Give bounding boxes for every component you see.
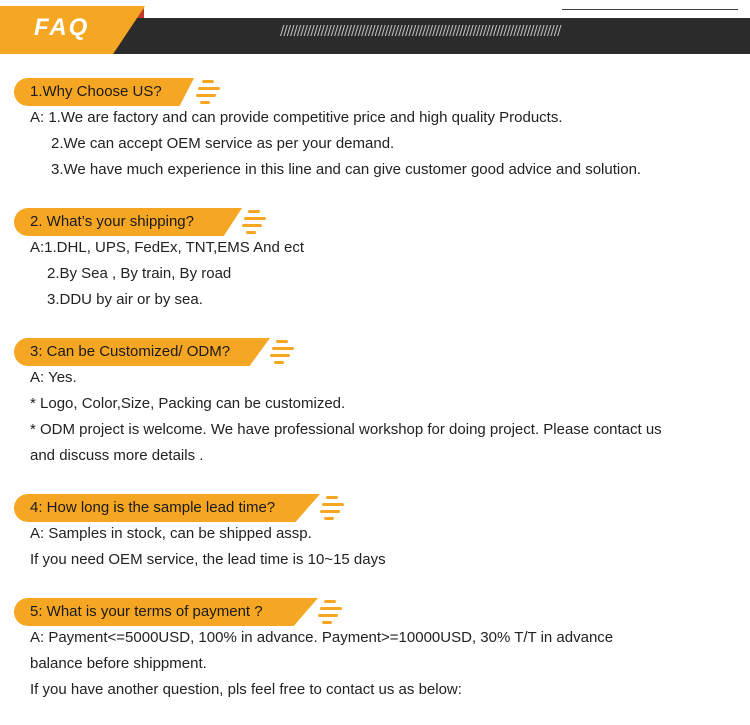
- speed-lines-icon: [270, 338, 310, 366]
- answer-line: If you have another question, pls feel free to contact us as below:: [30, 681, 462, 698]
- answer-line: * Logo, Color,Size, Packing can be customized.: [30, 395, 346, 412]
- header-stripes: ///////////////////////////////////////////////////////////////////////////////////: [280, 24, 561, 39]
- question-text: 2. What’s your shipping?: [30, 213, 194, 230]
- speed-lines-icon: [320, 494, 360, 522]
- question-badge: [14, 598, 354, 626]
- faq-title: FAQ: [34, 14, 90, 41]
- answer-line: If you need OEM service, the lead time is 10~15 days: [30, 551, 386, 568]
- answer-line: A: Samples in stock, can be shipped assp.: [30, 525, 312, 542]
- speed-lines-icon: [318, 598, 358, 626]
- answer-line: A: 1.We are factory and can provide competitive price and high quality Products.: [30, 109, 563, 126]
- question-badge: [14, 208, 274, 236]
- question-badge: [14, 78, 224, 106]
- faq-title-tab: [0, 6, 145, 54]
- question-text: 4: How long is the sample lead time?: [30, 499, 276, 516]
- speed-lines-icon: [242, 208, 282, 236]
- answer-line: 3.DDU by air or by sea.: [47, 291, 203, 308]
- answer-line: 2.By Sea , By train, By road: [47, 265, 232, 282]
- speed-lines-icon: [196, 78, 236, 106]
- header-top-line: [562, 9, 738, 10]
- answer-line: A:1.DHL, UPS, FedEx, TNT,EMS And ect: [30, 239, 304, 256]
- question-badge: [14, 494, 354, 522]
- answer-line: 2.We can accept OEM service as per your demand.: [51, 135, 395, 152]
- answer-line: and discuss more details .: [30, 447, 204, 464]
- faq-header: [0, 0, 750, 54]
- question-text: 1.Why Choose US?: [30, 83, 162, 100]
- question-badge: [14, 338, 304, 366]
- answer-line: A: Payment<=5000USD, 100% in advance. Payment>=10000USD, 30% T/T in advance: [30, 629, 614, 646]
- answer-line: * ODM project is welcome. We have professional workshop for doing project. Please contact us: [30, 421, 662, 438]
- question-text: 3: Can be Customized/ ODM?: [30, 343, 231, 360]
- answer-line: A: Yes.: [30, 369, 77, 386]
- answer-line: 3.We have much experience in this line and can give customer good advice and solution.: [51, 161, 642, 178]
- answer-line: balance before shippment.: [30, 655, 207, 672]
- question-text: 5: What is your terms of payment ?: [30, 603, 263, 620]
